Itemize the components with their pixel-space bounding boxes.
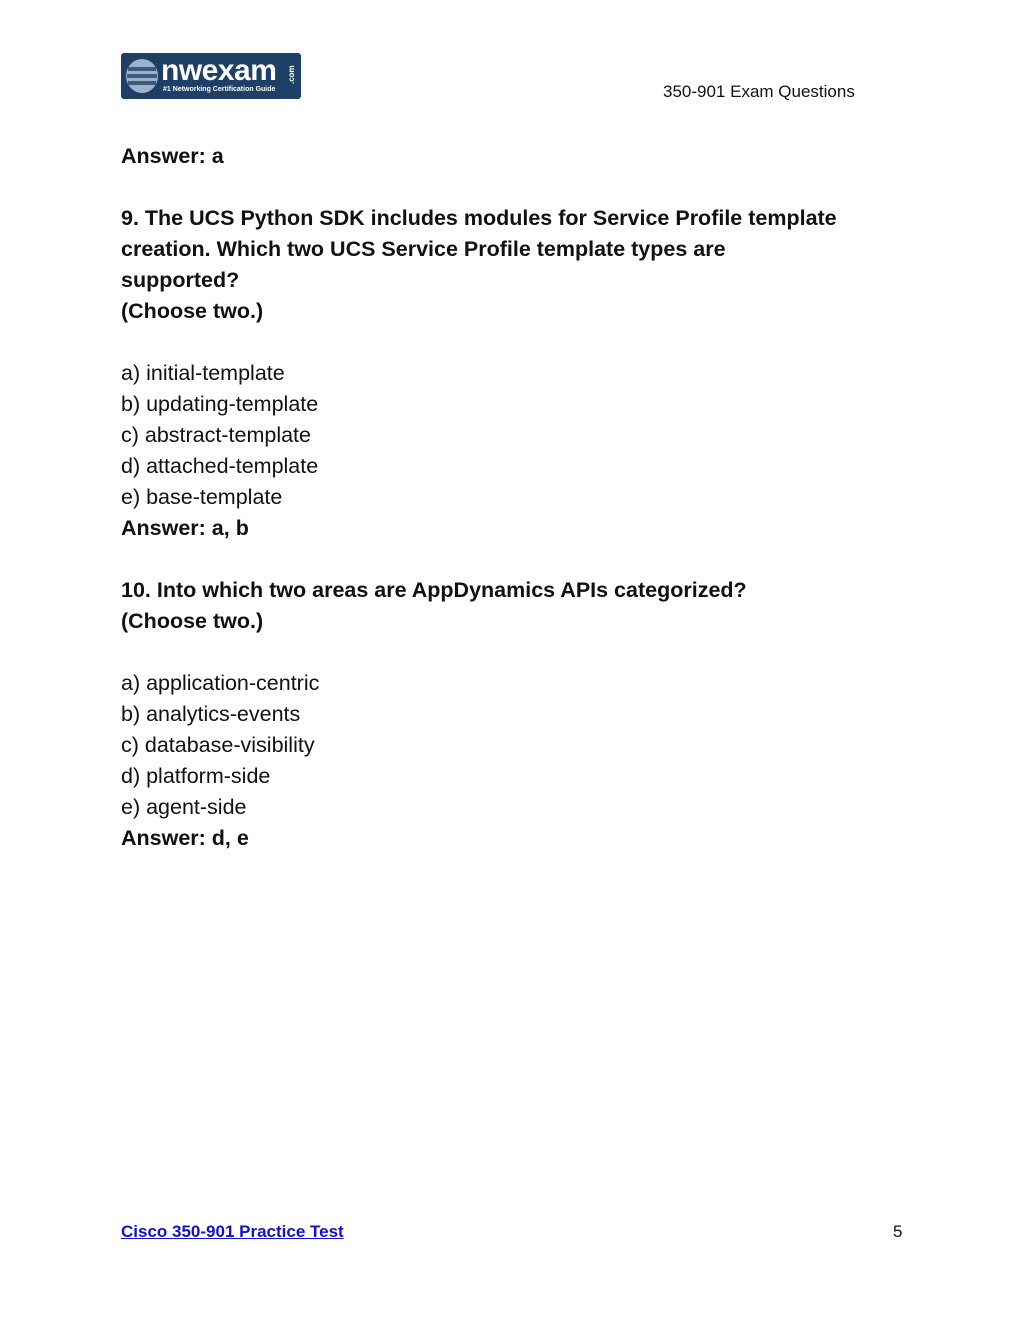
option-e: e) agent-side	[121, 795, 247, 819]
page-content	[121, 141, 911, 854]
option-b: b) analytics-events	[121, 702, 301, 726]
option-d: d) attached-template	[121, 454, 319, 478]
question-10	[121, 575, 911, 854]
question-text-line: supported?	[121, 268, 240, 292]
option-e: e) base-template	[121, 485, 283, 509]
page-number: 5	[893, 1222, 903, 1241]
question-text-line: 9. The UCS Python SDK includes modules for Service Profile template	[121, 206, 837, 230]
option-a: a) initial-template	[121, 361, 285, 385]
answer: Answer: a, b	[121, 516, 249, 540]
question-instruction: (Choose two.)	[121, 609, 264, 633]
header-title: 350-901 Exam Questions	[663, 82, 855, 101]
option-d: d) platform-side	[121, 764, 271, 788]
option-c: c) abstract-template	[121, 423, 311, 447]
logo-domain-suffix: .com	[287, 65, 296, 84]
option-b: b) updating-template	[121, 392, 319, 416]
answer: Answer: d, e	[121, 826, 249, 850]
previous-answer: Answer: a	[121, 144, 224, 168]
question-instruction: (Choose two.)	[121, 299, 264, 323]
globe-icon	[125, 58, 159, 94]
option-a: a) application-centric	[121, 671, 320, 695]
option-c: c) database-visibility	[121, 733, 315, 757]
nwexam-logo	[121, 53, 301, 99]
question-text-line: creation. Which two UCS Service Profile template types are	[121, 237, 726, 261]
logo-tagline: #1 Networking Certification Guide	[163, 86, 276, 93]
question-text-line: 10. Into which two areas are AppDynamics APIs categorized?	[121, 578, 747, 602]
logo-wordmark: nwexam	[161, 54, 277, 87]
practice-test-link[interactable]: Cisco 350-901 Practice Test	[121, 1222, 344, 1241]
question-9	[121, 203, 911, 544]
